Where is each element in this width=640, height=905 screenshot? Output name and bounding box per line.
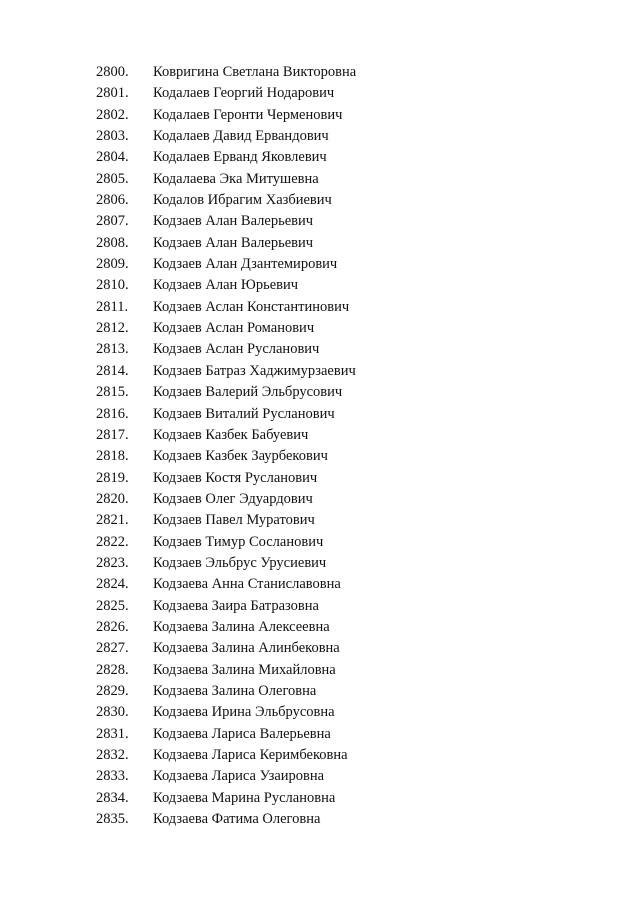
list-item bbox=[0, 339, 640, 360]
entry-name: Кодзаев Алан Валерьевич bbox=[153, 213, 314, 230]
list-item bbox=[0, 297, 640, 318]
entry-number: 2807. bbox=[96, 213, 129, 230]
list-item bbox=[0, 169, 640, 190]
entry-name: Кодзаев Аслан Русланович bbox=[153, 341, 320, 358]
entry-number: 2811. bbox=[96, 298, 129, 315]
entry-name: Кодзаев Аслан Романович bbox=[153, 320, 315, 337]
entry-name: Кодзаева Залина Алинбековна bbox=[153, 640, 340, 657]
list-item bbox=[0, 318, 640, 339]
entry-name: Кодзаева Фатима Олеговна bbox=[153, 811, 321, 828]
entry-number: 2819. bbox=[96, 469, 129, 486]
entry-name: Кодзаева Залина Олеговна bbox=[153, 682, 317, 699]
entry-number: 2829. bbox=[96, 682, 129, 699]
list-item bbox=[0, 681, 640, 702]
entry-name: Кодзаев Костя Русланович bbox=[153, 469, 318, 486]
list-item bbox=[0, 553, 640, 574]
list-item bbox=[0, 425, 640, 446]
list-item bbox=[0, 83, 640, 104]
entry-number: 2824. bbox=[96, 576, 129, 593]
entry-number: 2833. bbox=[96, 768, 129, 785]
list-item bbox=[0, 596, 640, 617]
list-item bbox=[0, 617, 640, 638]
entry-number: 2815. bbox=[96, 384, 129, 401]
list-item bbox=[0, 62, 640, 83]
list-item bbox=[0, 468, 640, 489]
entry-name: Кодзаев Виталий Русланович bbox=[153, 405, 335, 422]
entry-name: Кодзаев Тимур Сосланович bbox=[153, 533, 324, 550]
entry-name: Кодалаев Геронти Черменович bbox=[153, 106, 343, 123]
entry-number: 2817. bbox=[96, 426, 129, 443]
list-item bbox=[0, 105, 640, 126]
entry-name: Кодзаева Марина Руслановна bbox=[153, 789, 336, 806]
entry-number: 2816. bbox=[96, 405, 129, 422]
entry-number: 2820. bbox=[96, 490, 129, 507]
entry-number: 2812. bbox=[96, 320, 129, 337]
entry-number: 2803. bbox=[96, 128, 129, 145]
entry-number: 2814. bbox=[96, 362, 129, 379]
list-item bbox=[0, 510, 640, 531]
list-item bbox=[0, 489, 640, 510]
list-item bbox=[0, 788, 640, 809]
entry-name: Кодалаев Давид Ервандович bbox=[153, 128, 329, 145]
entry-name: Кодалаев Ерванд Яковлевич bbox=[153, 149, 327, 166]
entry-number: 2806. bbox=[96, 192, 129, 209]
entry-number: 2826. bbox=[96, 618, 129, 635]
list-item bbox=[0, 382, 640, 403]
entry-name: Кодзаев Алан Юрьевич bbox=[153, 277, 299, 294]
list-item bbox=[0, 702, 640, 723]
list-item bbox=[0, 446, 640, 467]
list-item bbox=[0, 233, 640, 254]
list-item bbox=[0, 574, 640, 595]
entry-name: Кодзаев Эльбрус Урусиевич bbox=[153, 554, 327, 571]
entry-number: 2831. bbox=[96, 725, 129, 742]
entry-number: 2835. bbox=[96, 811, 129, 828]
entry-number: 2818. bbox=[96, 448, 129, 465]
entry-name: Кодзаев Алан Валерьевич bbox=[153, 234, 314, 251]
list-item bbox=[0, 190, 640, 211]
entry-name: Кодзаев Валерий Эльбрусович bbox=[153, 384, 343, 401]
entry-number: 2813. bbox=[96, 341, 129, 358]
entry-name: Кодзаева Залина Алексеевна bbox=[153, 618, 330, 635]
entry-name: Кодзаев Казбек Заурбекович bbox=[153, 448, 328, 465]
entry-number: 2822. bbox=[96, 533, 129, 550]
entry-name: Кодзаев Олег Эдуардович bbox=[153, 490, 313, 507]
entry-name: Кодзаева Ирина Эльбрусовна bbox=[153, 704, 335, 721]
list-item bbox=[0, 361, 640, 382]
list-item bbox=[0, 404, 640, 425]
entry-number: 2825. bbox=[96, 597, 129, 614]
entry-name: Кодзаева Лариса Валерьевна bbox=[153, 725, 331, 742]
entry-number: 2800. bbox=[96, 64, 129, 80]
entry-number: 2821. bbox=[96, 512, 129, 529]
entry-name: Кодзаева Анна Станиславовна bbox=[153, 576, 341, 593]
list-item bbox=[0, 724, 640, 745]
entry-number: 2808. bbox=[96, 234, 129, 251]
entry-name: Кодзаев Алан Дзантемирович bbox=[153, 256, 338, 273]
entry-number: 2801. bbox=[96, 85, 129, 102]
entry-name: Кодалаева Эка Митушевна bbox=[153, 170, 319, 187]
numbered-name-list bbox=[0, 62, 640, 830]
entry-name: Кодзаев Казбек Бабуевич bbox=[153, 426, 309, 443]
list-item bbox=[0, 275, 640, 296]
entry-name: Кодзаева Лариса Узаировна bbox=[153, 768, 325, 785]
list-item bbox=[0, 126, 640, 147]
entry-number: 2810. bbox=[96, 277, 129, 294]
entry-name: Кодзаев Павел Муратович bbox=[153, 512, 315, 529]
entry-name: Кодзаев Аслан Константинович bbox=[153, 298, 350, 315]
entry-number: 2827. bbox=[96, 640, 129, 657]
entry-name: Кодзаева Залина Михайловна bbox=[153, 661, 336, 678]
list-item bbox=[0, 745, 640, 766]
entry-number: 2809. bbox=[96, 256, 129, 273]
entry-number: 2823. bbox=[96, 554, 129, 571]
list-item bbox=[0, 211, 640, 232]
entry-name: Кодзаева Лариса Керимбековна bbox=[153, 747, 348, 763]
entry-name: Кодзаев Батраз Хаджимурзаевич bbox=[153, 362, 356, 379]
list-item bbox=[0, 766, 640, 787]
entry-name: Кодалаев Георгий Нодарович bbox=[153, 85, 335, 102]
list-item bbox=[0, 638, 640, 659]
list-item bbox=[0, 254, 640, 275]
entry-number: 2834. bbox=[96, 789, 129, 806]
list-item bbox=[0, 809, 640, 830]
entry-number: 2804. bbox=[96, 149, 129, 166]
entry-number: 2830. bbox=[96, 704, 129, 721]
entry-name: Ковригина Светлана Викторовна bbox=[153, 64, 357, 80]
entry-name: Кодзаева Заира Батразовна bbox=[153, 597, 319, 614]
entry-number: 2802. bbox=[96, 106, 129, 123]
entry-name: Кодалов Ибрагим Хазбиевич bbox=[153, 192, 332, 209]
list-item bbox=[0, 147, 640, 168]
entry-number: 2832. bbox=[96, 747, 129, 763]
list-item bbox=[0, 660, 640, 681]
entry-number: 2828. bbox=[96, 661, 129, 678]
list-item bbox=[0, 532, 640, 553]
entry-number: 2805. bbox=[96, 170, 129, 187]
